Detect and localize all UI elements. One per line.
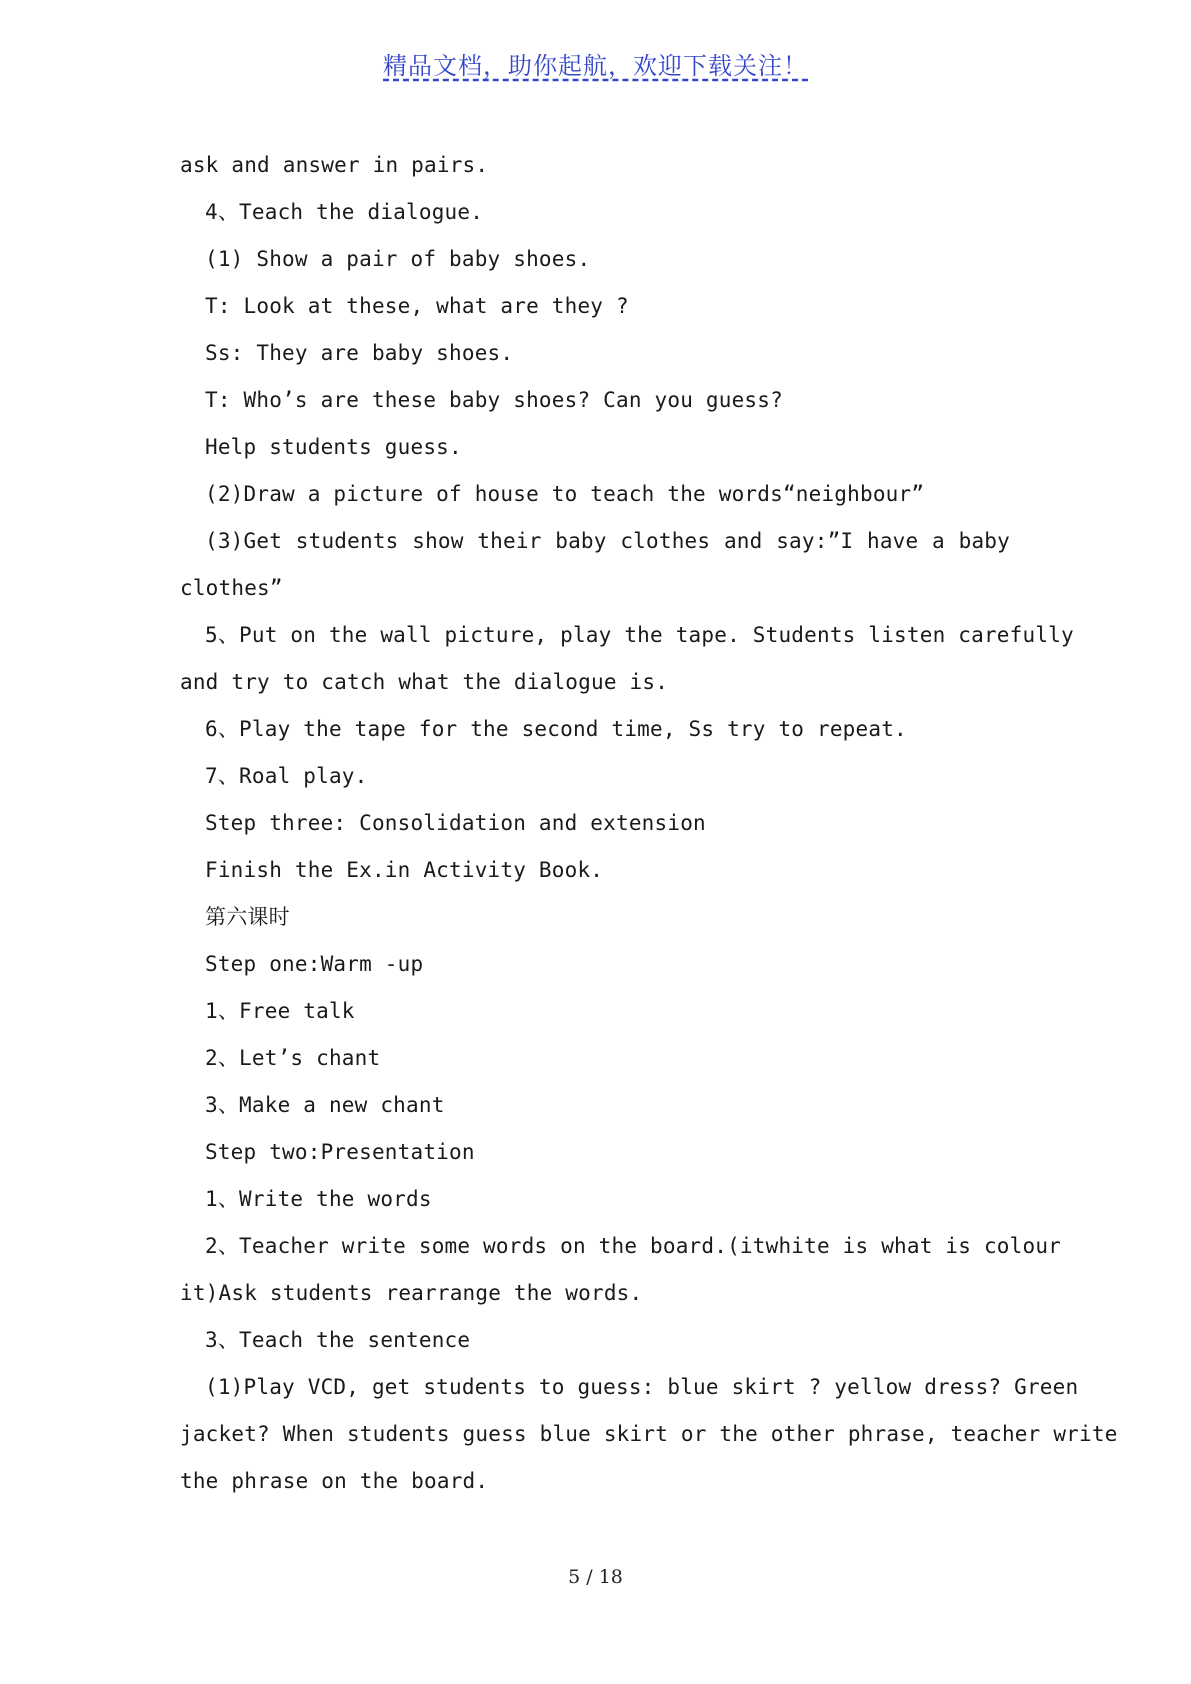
text-line: it)Ask students rearrange the words. (180, 1281, 643, 1305)
text-line: 4、Teach the dialogue. (205, 200, 484, 224)
lesson-heading: 第六课时 (205, 905, 290, 929)
text-line: the phrase on the board. (180, 1469, 489, 1493)
text-line: 5、Put on the wall picture, play the tape. Students listen carefully (205, 623, 1074, 647)
section-heading: Step three: Consolidation and extension (205, 811, 706, 835)
text-line: (2)Draw a picture of house to teach the words“neighbour” (205, 482, 925, 506)
text-line: clothes” (180, 576, 283, 600)
text-line: 1、Free talk (205, 999, 355, 1023)
text-line: 2、Teacher write some words on the board.(itwhite is what is colour (205, 1234, 1061, 1258)
text-line: 1、Write the words (205, 1187, 432, 1211)
page-number: 5 / 18 (568, 1566, 623, 1588)
section-heading: Step two:Presentation (205, 1140, 475, 1164)
text-line: 2、Let’s chant (205, 1046, 381, 1070)
document-body (180, 142, 1118, 1505)
text-line: Help students guess. (205, 435, 462, 459)
text-line: ask and answer in pairs. (180, 153, 489, 177)
text-line: T: Look at these, what are they ? (205, 294, 629, 318)
page-header (0, 46, 1191, 81)
header-banner-link[interactable]: 精品文档，助你起航，欢迎下载关注！ (383, 52, 808, 80)
text-line: and try to catch what the dialogue is. (180, 670, 669, 694)
text-line: 3、Teach the sentence (205, 1328, 471, 1352)
text-line: (1) Show a pair of baby shoes. (205, 247, 591, 271)
text-line: Ss: They are baby shoes. (205, 341, 514, 365)
text-line: jacket? When students guess blue skirt or the other phrase, teacher write (180, 1422, 1118, 1446)
section-heading: Step one:Warm -up (205, 952, 424, 976)
text-line: (1)Play VCD, get students to guess: blue skirt ? yellow dress? Green (205, 1375, 1079, 1399)
text-line: (3)Get students show their baby clothes and say:”I have a baby (205, 529, 1010, 553)
text-line: 7、Roal play. (205, 764, 368, 788)
text-line: 6、Play the tape for the second time, Ss try to repeat. (205, 717, 907, 741)
text-line: Finish the Ex.in Activity Book. (205, 858, 604, 882)
text-line: 3、Make a new chant (205, 1093, 445, 1117)
text-line: T: Who’s are these baby shoes? Can you guess? (205, 388, 783, 412)
